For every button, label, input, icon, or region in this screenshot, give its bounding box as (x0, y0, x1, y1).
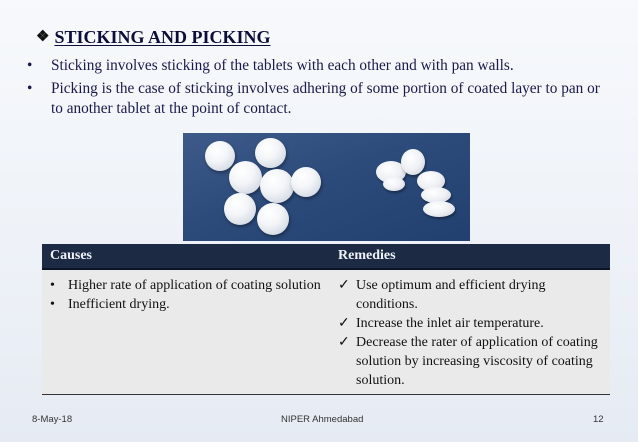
footer-org: NIPER Ahmedabad (281, 414, 364, 425)
table-row (42, 269, 610, 395)
list-item (338, 314, 602, 333)
tablet-image (401, 149, 425, 175)
list-item: • Inefficient drying. (50, 297, 170, 312)
bullet-list (27, 56, 607, 122)
checkmark-icon: ✓ (338, 278, 350, 293)
tablets-photo (183, 133, 470, 241)
remedy-text: Use optimum and efficient drying conditions. (356, 278, 546, 312)
bullet-item (27, 79, 607, 119)
tablet-image (423, 201, 455, 217)
tablet-image (224, 193, 256, 225)
list-item (338, 276, 602, 314)
table-header-row (42, 244, 610, 269)
bullet-dot-icon: • (27, 57, 33, 74)
tablet-image (205, 141, 235, 171)
causes-remedies-table (42, 244, 610, 395)
causes-cell (42, 269, 330, 395)
tablet-image (383, 177, 405, 191)
list-item (338, 333, 602, 390)
page-number: 12 (593, 414, 604, 425)
bullet-text: Sticking involves sticking of the tablets with each other and with pan walls. (51, 57, 514, 74)
diamond-bullet-icon: ❖ (36, 29, 50, 45)
cause-text: Higher rate of application of coating solution (68, 278, 321, 293)
checkmark-icon: ✓ (338, 316, 350, 331)
cause-text: Inefficient drying. (68, 297, 170, 312)
footer-date: 8-May-18 (32, 414, 73, 425)
remedy-text: Decrease the rater of application of coating solution by increasing viscosity of coating solution. (356, 335, 598, 388)
tablet-image (260, 169, 294, 203)
remedy-text: Increase the inlet air temperature. (356, 316, 544, 331)
tablet-image (257, 203, 289, 235)
tablet-image (291, 167, 321, 197)
checkmark-icon: ✓ (338, 335, 350, 350)
bullet-item (27, 56, 607, 76)
title-text: STICKING AND PICKING (54, 27, 271, 47)
remedies-cell (330, 269, 610, 395)
bullet-dot-icon: • (27, 80, 33, 97)
header-remedies: Remedies (330, 244, 610, 269)
list-item: • Higher rate of application of coating solution (50, 278, 321, 293)
header-causes: Causes (42, 244, 330, 269)
slide-title (36, 27, 271, 48)
tablet-image (229, 161, 262, 194)
bullet-text: Picking is the case of sticking involves adhering of some portion of coated layer to pan or to another tablet at the point of contact. (51, 80, 600, 117)
tablet-image (255, 138, 286, 168)
